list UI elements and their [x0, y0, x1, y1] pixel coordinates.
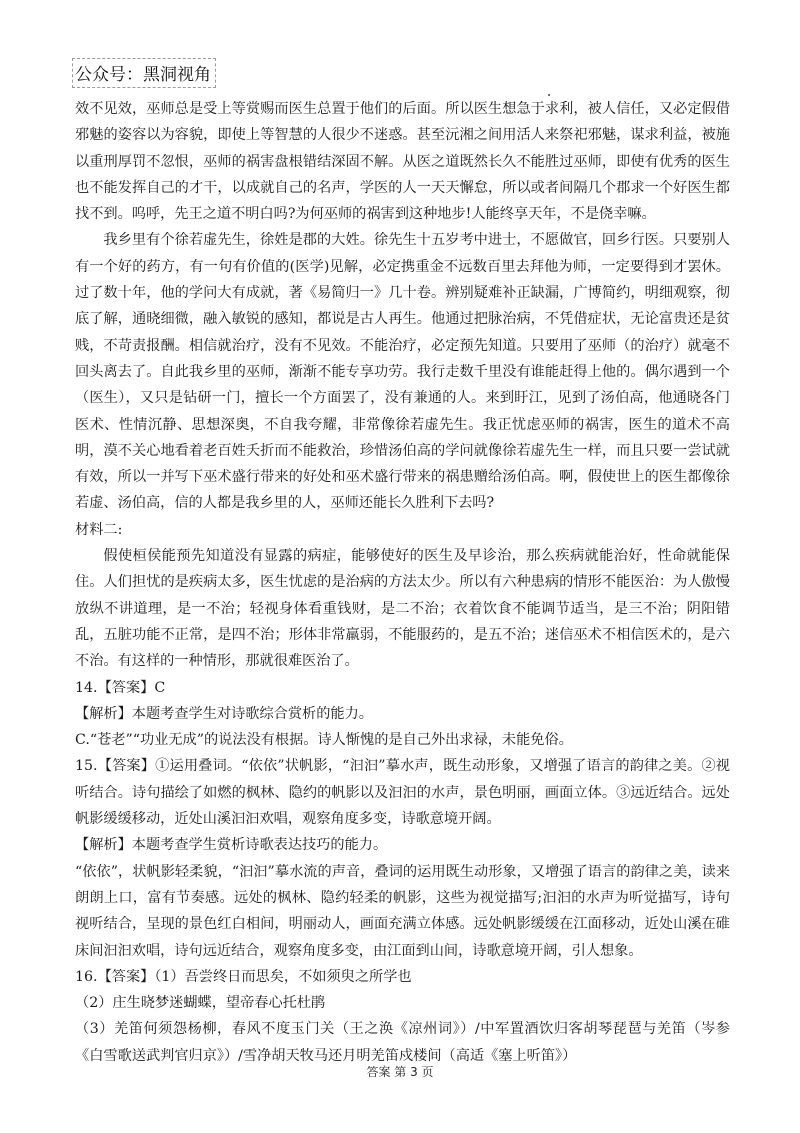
paragraph-intro: 效不见效，巫师总是受上等赏赐而医生总置于他们的后面。所以医生想急于求利，被人信任，又必定假借邪魅的姿容以为容貌，即使上等智慧的人很少不迷惑。甚至沅湘之间用活人来祭祀邪魅，谋求利益，被施以重刑厚罚不忽恨，巫师的祸害盘根错结深固不解。从医之道既然长久不能胜过巫师，即使有优秀的医生也不能发挥自己的才干，以成就自己的名声，学医的人一天天懈怠，所以或者间隔几个郡求一个好医生都找不到。呜呼，先王之道不明白吗?为何巫师的祸害到这种地步!人能终享天年，不是侥幸嘛。 — [75, 101, 730, 223]
analysis-15: 【解析】本题考查学生赏析诗歌表达技巧的能力。 — [75, 837, 388, 854]
paragraph-six-incurables: 假使桓侯能预先知道没有显露的病症，能够使好的医生及早诊治，那么疾病就能治好，性命就能保住。人们担忧的是疾病太多，医生忧虑的是治病的方法太少。所以有六种患病的情形不能医治：为人傲慢放纵不讲道理，是一不治；轻视身体看重钱财，是二不治；衣着饮食不能调节适当，是三不治；阴阳错乱，五脏功能不正常，是四不治；形体非常羸弱，不能服药的，是五不治；迷信巫术不相信医术的，是六不治。有这样的一种情形，那就很难医治了。 — [75, 548, 730, 670]
answer-15: 15.【答案】①运用叠词。“依依”状帆影，“汩汩”摹水声，既生动形象，又增强了语言的韵律之美。②视听结合。诗句描绘了如燃的枫林、隐约的帆影以及汩汩的水声，景色明丽，画面立体。③远近结合。远处帆影缓缓移动，近处山溪汩汩欢唱，观察角度多变，诗歌意境开阔。 — [75, 758, 730, 828]
analysis-14: 【解析】本题考查学生对诗歌综合赏析的能力。 — [75, 705, 373, 722]
analysis-15-detail: “依依”，状帆影轻柔貌，“汩汩”摹水流的声音，叠词的运用既生动形象，又增强了语言的韵律之美，读来朗朗上口，富有节奏感。远处的枫林、隐约轻柔的帆影，这些为视觉描写;汩汩的水声为听觉描写，诗句视听结合，呈现的景色红白相间，明丽动人，画面充满立体感。远处帆影缓缓在江面移动，近处山溪在碓床间汩汩欢唱，诗句远近结合，观察角度多变，由江面到山间，诗歌意境开阔，引人想象。 — [75, 863, 730, 959]
answer-16-2: （2）庄生晓梦迷蝴蝶，望帝春心托杜鹃 — [75, 995, 326, 1012]
watermark-label: 公众号：黑洞视角 — [72, 58, 216, 88]
answer-14: 14.【答案】C — [75, 679, 166, 696]
analysis-14-detail: C.“苍老”“功业无成”的说法没有根据。诗人惭愧的是自己外出求禄，未能免俗。 — [75, 732, 573, 749]
paragraph-xu-ruoxu: 我乡里有个徐若虚先生，徐姓是郡的大姓。徐先生十五岁考中进士，不愿做官，回乡行医。只要别人有一个好的药方，有一句有价值的(医学)见解，必定携重金不远数百里去拜他为师，一定要得到才罢休。过了数十年，他的学问大有成就，著《易简归一》几十卷。辨别疑难补正缺漏，广博简约，明细观察，彻底了解，通晓细微，融入敏锐的感知，都说是古人再生。他通过把脉治病，不凭借症状，无论富贵还是贫贱，不苛责报酬。相信就治疗，没有不见效。不能治疗，必定预先知道。只要用了巫师（的治疗）就毫不回头离去了。自此我乡里的巫师，渐渐不能专享功劳。我行走数千里没有谁能赶得上他的。偶尔遇到一个（医生），又只是钻研一门，擅长一个方面罢了，没有兼通的人。来到盱江，见到了汤伯高，他通晓各门医术、性情沉静、思想深奥，不自我夸耀，非常像徐若虚先生。我正忧虑巫师的祸害，医生的道术不高明，漠不关心地看着老百姓夭折而不能救治，珍惜汤伯高的学问就像徐若虚先生一样，而且只要一尝试就有效，所以一并写下巫术盛行带来的好处和巫术盛行带来的祸患赠给汤伯高。啊，假使世上的医生都像徐若虚、汤伯高，信的人都是我乡里的人，巫师还能长久胜利下去吗? — [75, 232, 730, 512]
answer-16-1: 16.【答案】（1）吾尝终日而思矣，不如须臾之所学也 — [75, 968, 412, 985]
material-two-heading: 材料二: — [75, 521, 123, 538]
answer-16-3: （3）羌笛何须怨杨柳，春风不度玉门关（王之涣《凉州词》）/中军置酒饮归客胡琴琵琶与羌笛（岑参《白雪歌送武判官归京》）/雪净胡天牧马还月明羌笛戍楼间（高适《塞上听笛》） — [75, 1021, 730, 1064]
page-footer: 答案 第 3 页 — [366, 1065, 434, 1079]
document-body — [75, 96, 730, 1069]
